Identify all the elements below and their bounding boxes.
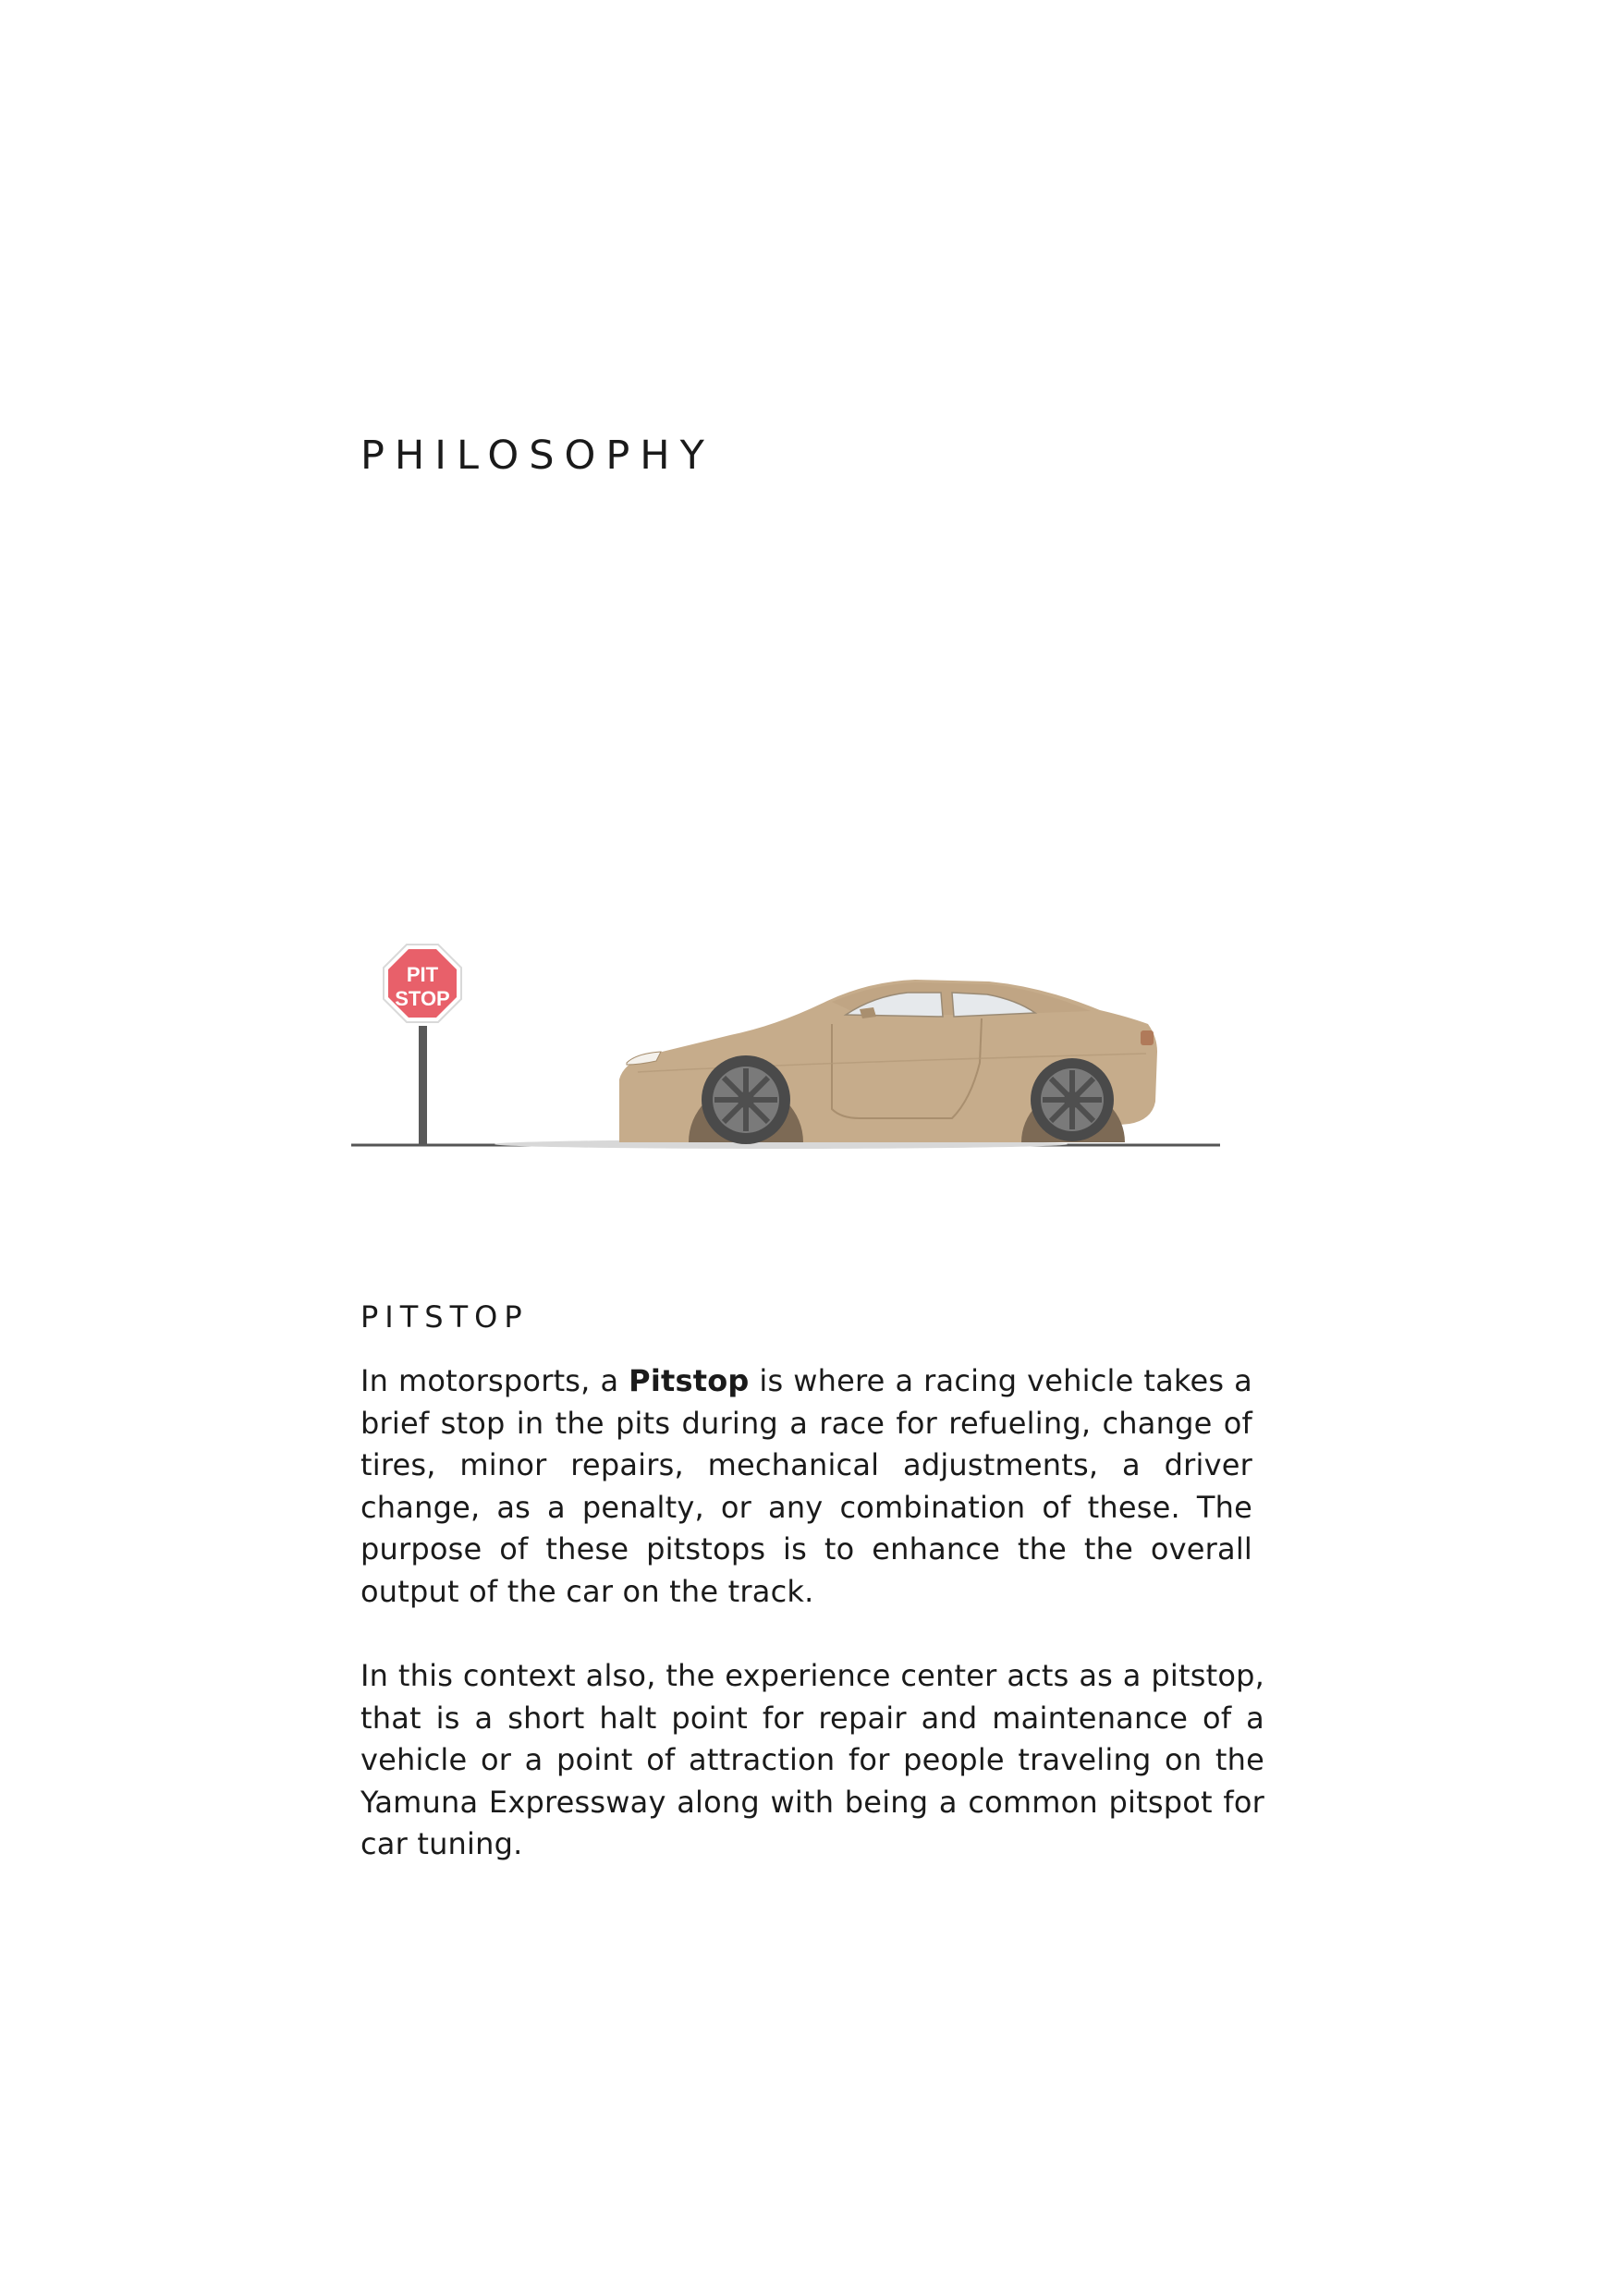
- car-wheel-front: [702, 1055, 790, 1144]
- page-title: PHILOSOPHY: [360, 433, 714, 479]
- car-taillight: [1141, 1030, 1154, 1045]
- sign-text-pit: PIT: [406, 963, 439, 986]
- sign-text-stop: STOP: [395, 987, 450, 1010]
- car-wheel-rear: [1031, 1058, 1114, 1141]
- paragraph-bold-term: Pitstop: [629, 1363, 750, 1398]
- pitstop-section: [360, 1294, 1266, 1866]
- paragraph-text: In motorsports, a: [360, 1363, 629, 1398]
- pit-stop-sign: [384, 945, 461, 1146]
- section-title: PITSTOP: [360, 1299, 529, 1335]
- car: [495, 980, 1157, 1149]
- paragraph-pitstop-definition: [360, 1360, 1252, 1613]
- pitstop-illustration: [342, 915, 1248, 1164]
- sign-post: [419, 1026, 427, 1146]
- paragraph-text: is where a racing vehicle takes a brief stop in the pits during a race for refueling, change of tires, minor repairs, mechanical adjustments, a driver change, as a penalty, or any combination of these. The purpose of these pitstops is to enhance the the overall output of the car on the track.: [360, 1363, 1252, 1609]
- car-mirror: [860, 1007, 876, 1018]
- paragraph-context: In this context also, the experience center acts as a pitstop, that is a short halt point for repair and maintenance of a vehicle or a point of attraction for people traveling on the Yamuna Expressway along with being a common pitspot for car tuning.: [360, 1658, 1264, 1861]
